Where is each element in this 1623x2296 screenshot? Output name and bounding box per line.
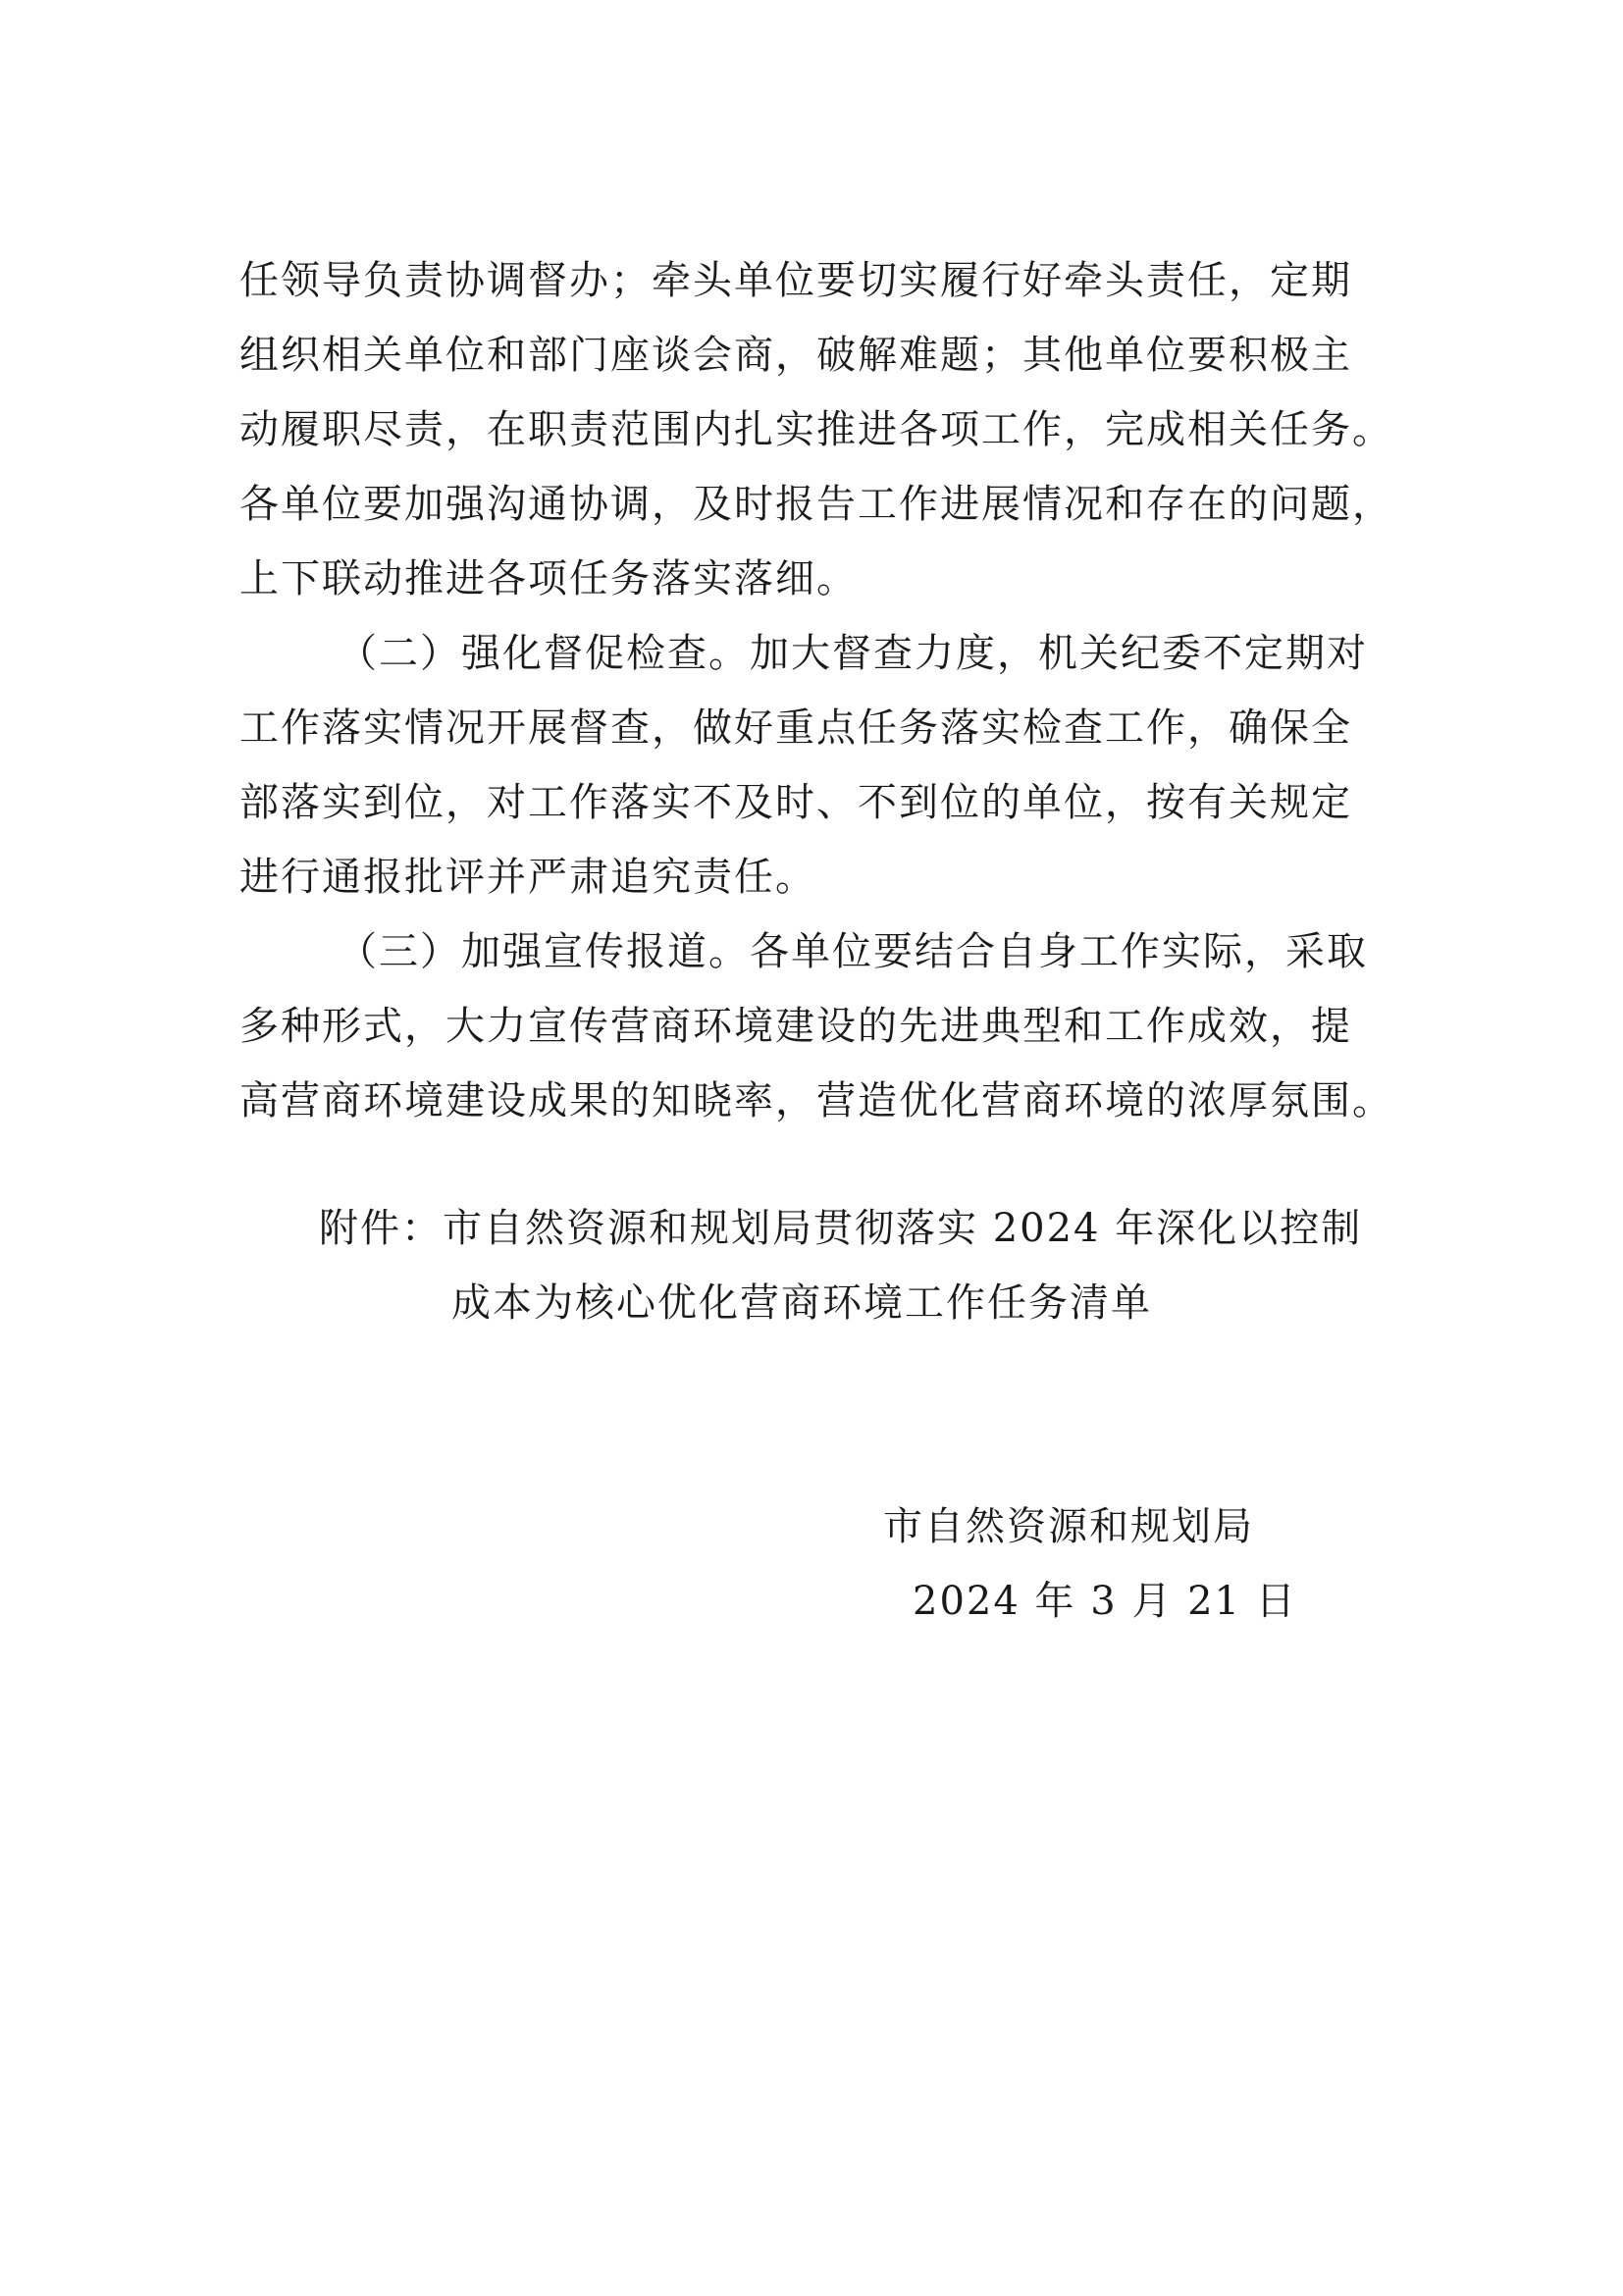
- attachment-note: [319, 1191, 1447, 1340]
- signature-date: 2024 年 3 月 21 日: [913, 1579, 1297, 1624]
- signature-block: [883, 1489, 1335, 1639]
- paragraph-2-line: （二）强化督促检查。加大督查力度，机关纪委不定期对: [338, 631, 1368, 676]
- paragraph-1-line: 组织相关单位和部门座谈会商，破解难题；其他单位要积极主: [239, 333, 1352, 378]
- paragraph-3-line: 多种形式，大力宣传营商环境建设的先进典型和工作成效，提: [239, 1004, 1352, 1049]
- paragraph-1-line: 动履职尽责，在职责范围内扎实推进各项工作，完成相关任务。: [239, 407, 1393, 452]
- paragraph-1-line: 任领导负责协调督办；牵头单位要切实履行好牵头责任，定期: [239, 258, 1352, 303]
- paragraph-2-line: 进行通报批评并严肃追究责任。: [239, 855, 816, 900]
- paragraph-3-line: 高营商环境建设成果的知晓率，营造优化营商环境的浓厚氛围。: [239, 1078, 1393, 1123]
- paragraph-2-line: 工作落实情况开展督查，做好重点任务落实检查工作，确保全: [239, 705, 1352, 751]
- paragraph-1-line: 各单位要加强沟通协调，及时报告工作进展情况和存在的问题，: [239, 482, 1393, 527]
- paragraph-1-line: 上下联动推进各项任务落实落细。: [239, 556, 858, 601]
- document-body: [239, 243, 1417, 1138]
- paragraph-2-line: 部落实到位，对工作落实不及时、不到位的单位，按有关规定: [239, 780, 1352, 825]
- attachment-line-2: 成本为核心优化营商环境工作任务清单: [451, 1280, 1152, 1326]
- signature-organization: 市自然资源和规划局: [883, 1504, 1254, 1549]
- paragraph-3-line: （三）加强宣传报道。各单位要结合自身工作实际，采取: [338, 929, 1368, 974]
- attachment-line-1: 附件：市自然资源和规划局贯彻落实 2024 年深化以控制: [319, 1206, 1363, 1251]
